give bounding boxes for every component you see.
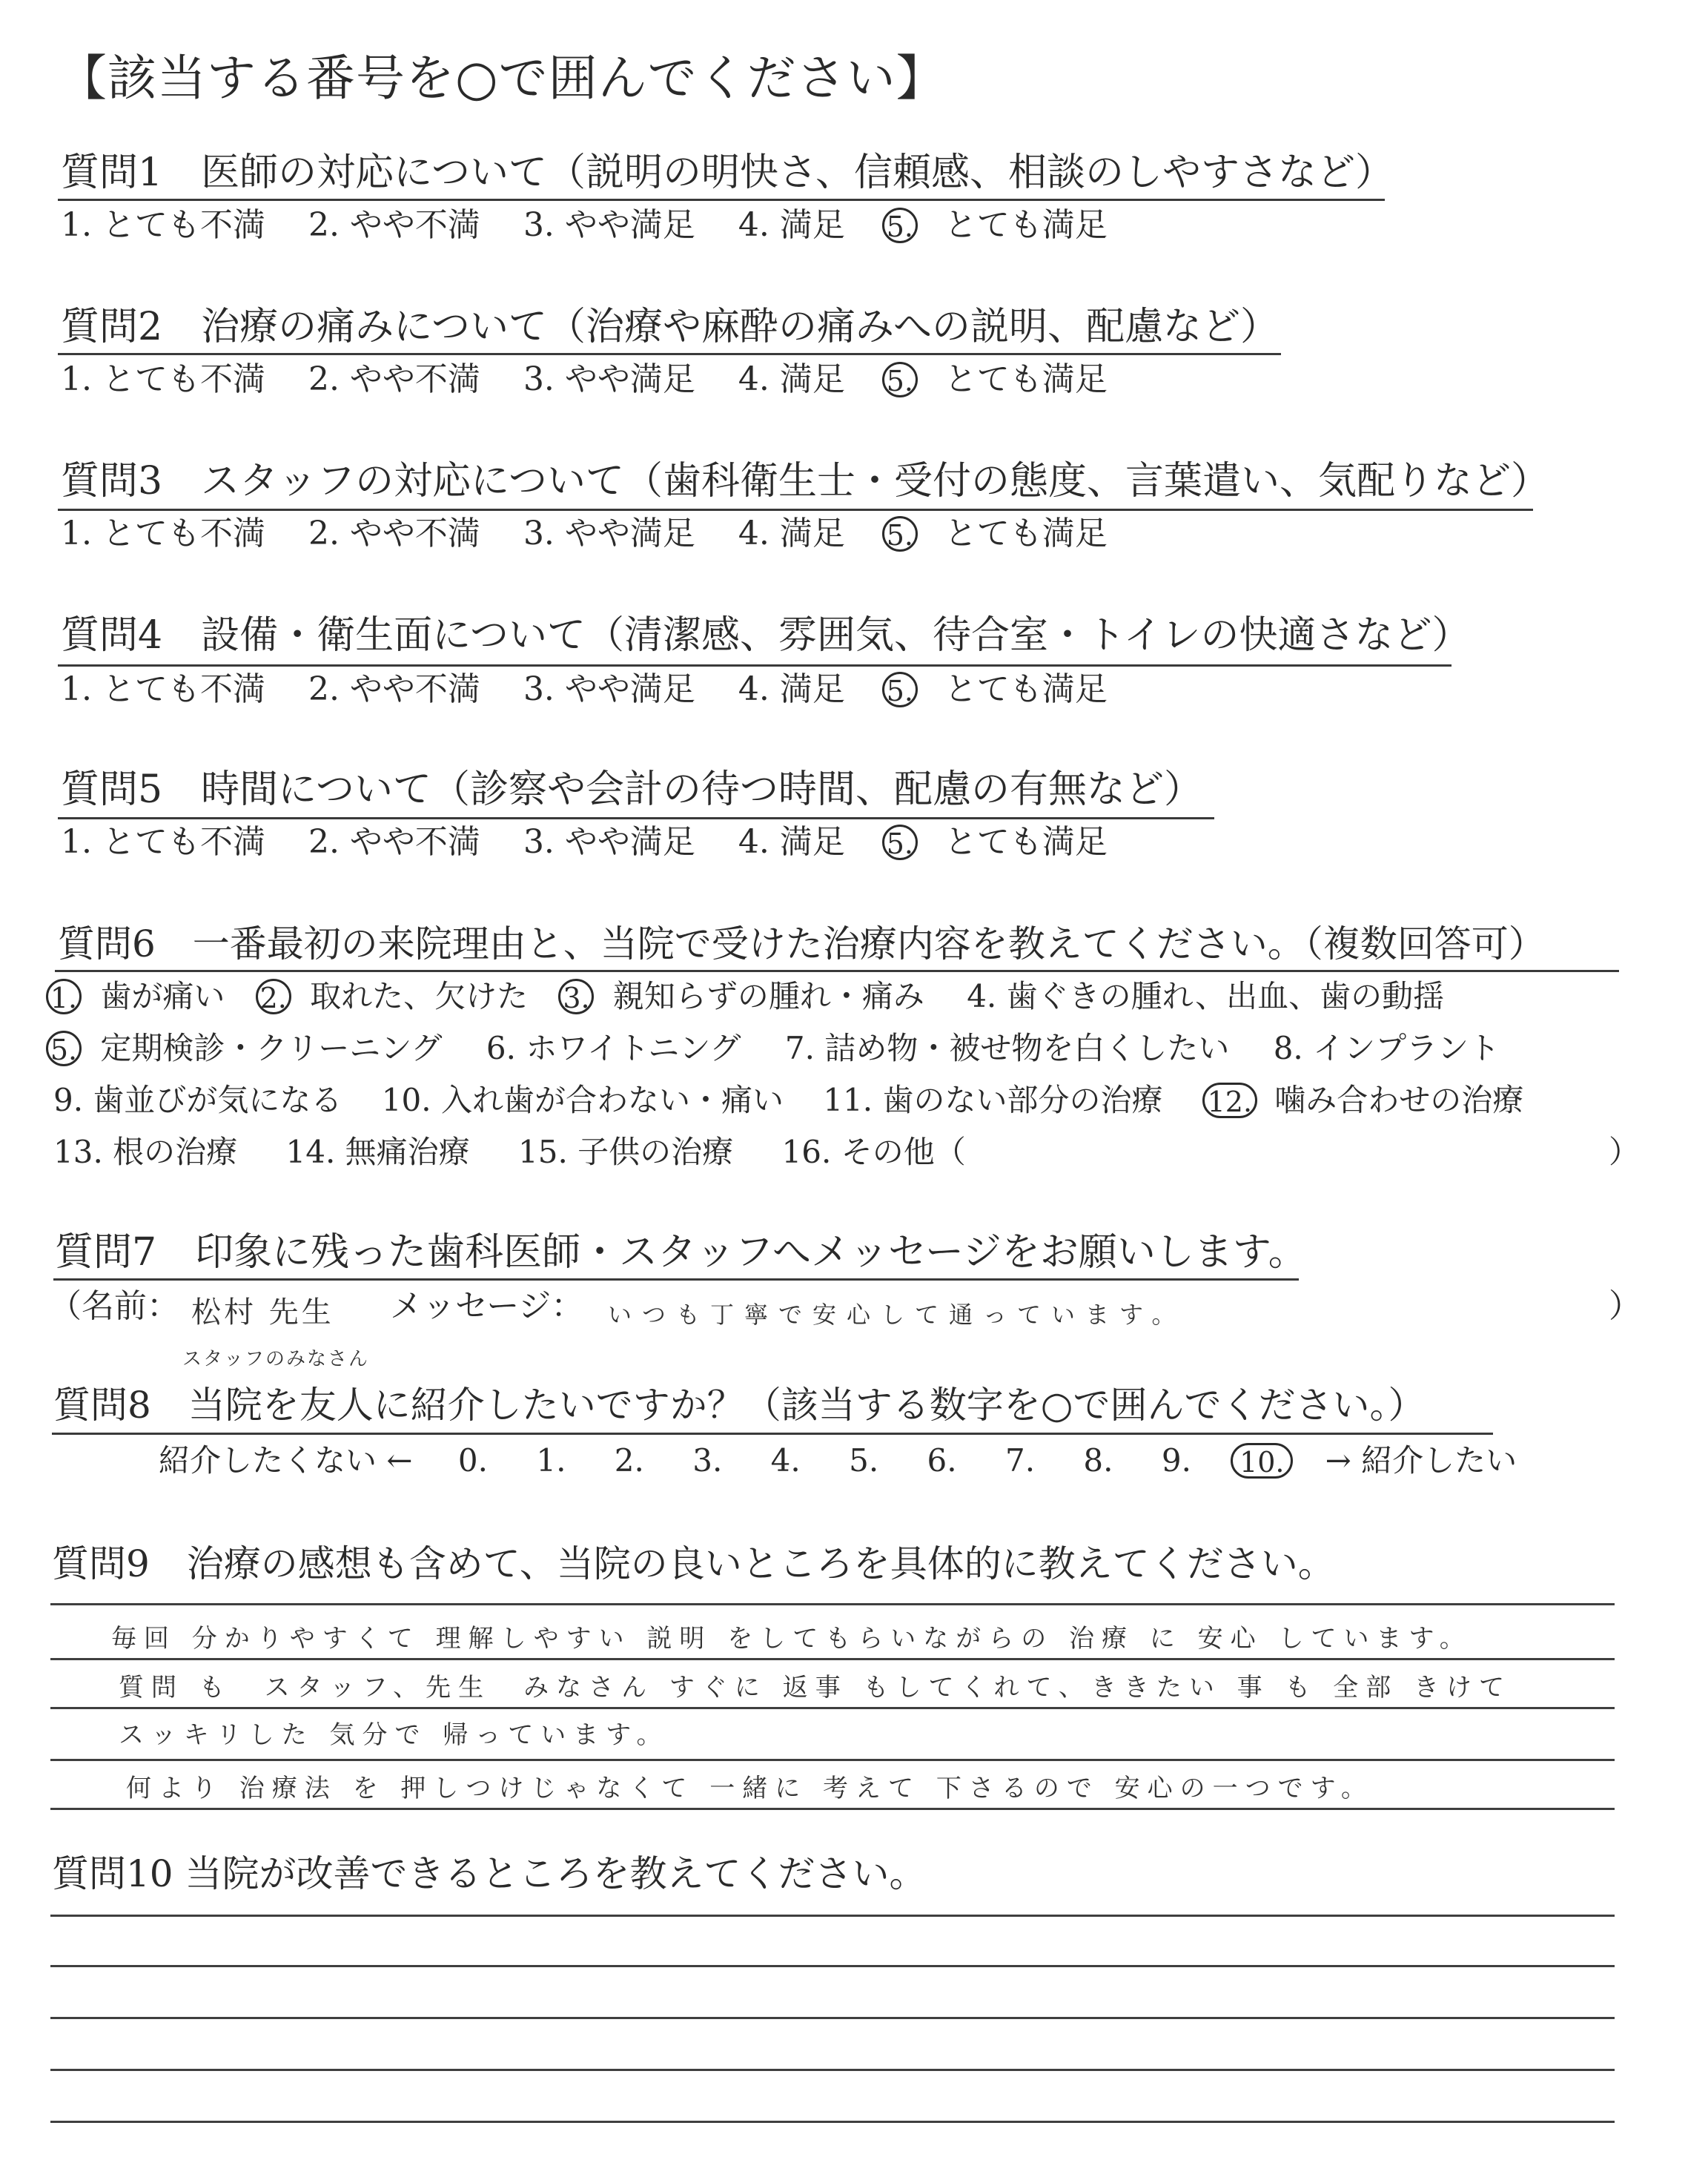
reason-gum-bleeding[interactable]: 4. 歯ぐきの腫れ、出血、歯の動揺 (967, 978, 1445, 1014)
scale-7[interactable]: 7. (1004, 1442, 1036, 1479)
reason-whitening[interactable]: 6. ホワイトニング (486, 1030, 741, 1066)
question-2-options (61, 359, 1108, 400)
option-very-dissatisfied[interactable]: 1. とても不満 (61, 360, 265, 398)
option-somewhat-satisfied[interactable]: 3. やや満足 (523, 515, 695, 552)
question-4-underline (58, 664, 1452, 667)
option-very-dissatisfied[interactable]: 1. とても不満 (61, 823, 265, 861)
selected-circle-mark[interactable]: 2. (256, 979, 291, 1014)
question-6-row-1 (46, 976, 1444, 1017)
question-8-heading: 質問8 当院を友人に紹介したいですか？（該当する数字を○で囲んでください。） (53, 1384, 1426, 1427)
option-very-satisfied[interactable]: とても満足 (944, 823, 1108, 861)
reason-children[interactable]: 15. 子供の治療 (518, 1134, 734, 1170)
question-3-heading: 質問3 スタッフの対応について（歯科衛生士・受付の態度、言葉遣い、気配りなど） (61, 459, 1550, 503)
answer-line[interactable] (50, 1965, 1615, 1967)
message-label: メッセージ： (390, 1287, 584, 1325)
reason-other[interactable]: 16. その他（ (781, 1134, 966, 1170)
reason-white-fillings[interactable]: 7. 詰め物・被せ物を白くしたい (784, 1030, 1230, 1066)
scale-right-label: → 紹介したい (1325, 1442, 1517, 1479)
question-1-options (61, 205, 1108, 246)
option-satisfied[interactable]: 4. 満足 (738, 515, 845, 552)
scale-left-label: 紹介したくない ← (159, 1442, 413, 1479)
reason-checkup-cleaning[interactable]: 定期検診・クリーニング (100, 1030, 443, 1066)
question-2-underline (58, 353, 1281, 355)
scale-9[interactable]: 9. (1161, 1442, 1191, 1479)
question-3-underline (58, 509, 1533, 511)
reason-toothache[interactable]: 歯が痛い (100, 978, 225, 1014)
reason-alignment[interactable]: 9. 歯並びが気になる (53, 1082, 342, 1118)
answer-text-line[interactable]: 何より 治療法 を 押しつけじゃなくて 一緒に 考えて 下さるので 安心の一つです。 (126, 1774, 1374, 1803)
scale-8[interactable]: 8. (1083, 1442, 1113, 1479)
question-8-underline (52, 1433, 1493, 1435)
name-value[interactable]: 松村 先生 (191, 1295, 334, 1330)
option-very-satisfied[interactable]: とても満足 (944, 206, 1108, 244)
question-1-heading: 質問1 医師の対応について（説明の明快さ、信頼感、相談のしやすさなど） (61, 151, 1394, 195)
answer-line[interactable] (50, 2017, 1615, 2019)
question-6-row-2 (46, 1028, 1500, 1069)
question-5-underline (58, 817, 1214, 819)
selected-circle-mark[interactable]: 5. (882, 672, 918, 707)
answer-line (50, 1603, 1615, 1605)
question-10-heading: 質問10 当院が改善できるところを教えてください。 (52, 1852, 927, 1895)
option-somewhat-satisfied[interactable]: 3. やや満足 (523, 206, 695, 244)
answer-line (50, 1658, 1615, 1660)
scale-4[interactable]: 4. (770, 1442, 801, 1479)
option-very-dissatisfied[interactable]: 1. とても不満 (61, 515, 265, 552)
question-6-row-4 (53, 1132, 966, 1173)
selected-circle-mark[interactable]: 10. (1231, 1443, 1293, 1479)
option-very-satisfied[interactable]: とても満足 (944, 360, 1108, 398)
name-label: （名前： (49, 1287, 179, 1325)
scale-0[interactable]: 0. (457, 1442, 488, 1479)
question-6-heading: 質問6 一番最初の来院理由と、当院で受けた治療内容を教えてください。（複数回答可） (58, 922, 1546, 965)
option-satisfied[interactable]: 4. 満足 (738, 360, 845, 398)
answer-line (50, 1759, 1615, 1761)
question-7-underline (53, 1278, 1299, 1281)
option-satisfied[interactable]: 4. 満足 (738, 823, 845, 861)
question-2-heading: 質問2 治療の痛みについて（治療や麻酔の痛みへの説明、配慮など） (61, 305, 1280, 349)
option-very-dissatisfied[interactable]: 1. とても不満 (61, 670, 265, 708)
page-title: 【該当する番号を○で囲んでください】 (58, 50, 946, 107)
referral-scale (159, 1440, 1517, 1482)
question-6-row-3 (53, 1080, 1523, 1121)
reason-wisdom-tooth[interactable]: 親知らずの腫れ・痛み (612, 978, 924, 1014)
answer-line[interactable] (50, 1915, 1615, 1917)
message-close-paren: ） (1609, 1287, 1641, 1325)
question-1-underline (58, 199, 1385, 201)
answer-text-line[interactable]: 質問 も スタッフ、先生 みなさん すぐに 返事 もしてくれて、ききたい 事 も 全部 きけて (119, 1673, 1512, 1702)
reason-implant[interactable]: 8. インプラント (1273, 1030, 1500, 1066)
reason-broken-chipped[interactable]: 取れた、欠けた (310, 978, 529, 1014)
selected-circle-mark[interactable]: 5. (882, 362, 918, 397)
question-9-heading: 質問9 治療の感想も含めて、当院の良いところを具体的に教えてください。 (52, 1542, 1335, 1585)
reason-bite[interactable]: 噛み合わせの治療 (1274, 1082, 1524, 1118)
selected-circle-mark[interactable]: 5. (46, 1031, 82, 1066)
answer-line (50, 1808, 1615, 1810)
scale-3[interactable]: 3. (692, 1442, 723, 1479)
option-satisfied[interactable]: 4. 満足 (738, 206, 845, 244)
reason-root-canal[interactable]: 13. 根の治療 (53, 1134, 238, 1170)
selected-circle-mark[interactable]: 5. (882, 208, 918, 243)
scale-6[interactable]: 6. (927, 1442, 957, 1479)
option-very-dissatisfied[interactable]: 1. とても不満 (61, 206, 265, 244)
question-6-underline (55, 970, 1619, 972)
reason-painless[interactable]: 14. 無痛治療 (285, 1134, 470, 1170)
question-3-options (61, 513, 1108, 555)
option-somewhat-dissatisfied[interactable]: 2. やや不満 (308, 515, 480, 552)
option-satisfied[interactable]: 4. 満足 (738, 670, 845, 708)
option-somewhat-satisfied[interactable]: 3. やや満足 (523, 823, 695, 861)
selected-circle-mark[interactable]: 5. (882, 825, 918, 860)
answer-text-line[interactable]: 毎回 分かりやすくて 理解しやすい 説明 をしてもらいながらの 治療 に 安心 しています。 (111, 1624, 1472, 1654)
reason-dentures[interactable]: 10. 入れ歯が合わない・痛い (381, 1082, 784, 1118)
option-somewhat-satisfied[interactable]: 3. やや満足 (523, 360, 695, 398)
answer-line (50, 1707, 1615, 1709)
option-somewhat-dissatisfied[interactable]: 2. やや不満 (308, 823, 480, 861)
option-very-satisfied[interactable]: とても満足 (944, 670, 1108, 708)
option-somewhat-dissatisfied[interactable]: 2. やや不満 (308, 206, 480, 244)
answer-line[interactable] (50, 2121, 1615, 2123)
question-4-heading: 質問4 設備・衛生面について（清潔感、雰囲気、待合室・トイレの快適さなど） (61, 613, 1471, 658)
option-somewhat-dissatisfied[interactable]: 2. やや不満 (308, 670, 480, 708)
scale-2[interactable]: 2. (614, 1442, 644, 1479)
answer-text-line[interactable]: スッキリした 気分で 帰っています。 (119, 1720, 669, 1750)
other-close-paren: ） (1609, 1134, 1641, 1170)
scale-5[interactable]: 5. (849, 1442, 879, 1479)
reason-missing-teeth[interactable]: 11. 歯のない部分の治療 (823, 1082, 1163, 1118)
selected-circle-mark[interactable]: 5. (882, 516, 918, 552)
selected-circle-mark[interactable]: 1. (46, 979, 82, 1014)
question-5-options (61, 822, 1108, 863)
scale-1[interactable]: 1. (536, 1442, 566, 1479)
selected-circle-mark[interactable]: 3. (558, 979, 594, 1014)
answer-line[interactable] (50, 2069, 1615, 2071)
name-sub-value: スタッフのみなさん (182, 1348, 370, 1370)
message-value[interactable]: いつも丁寧で安心して通っています。 (608, 1301, 1186, 1329)
selected-circle-mark[interactable]: 12. (1202, 1083, 1257, 1118)
question-4-options (61, 669, 1108, 710)
option-somewhat-satisfied[interactable]: 3. やや満足 (523, 670, 695, 708)
question-5-heading: 質問5 時間について（診察や会計の待つ時間、配慮の有無など） (61, 767, 1203, 812)
option-somewhat-dissatisfied[interactable]: 2. やや不満 (308, 360, 480, 398)
question-7-heading: 質問7 印象に残った歯科医師・スタッフへメッセージをお願いします。 (55, 1230, 1307, 1275)
option-very-satisfied[interactable]: とても満足 (944, 515, 1108, 552)
